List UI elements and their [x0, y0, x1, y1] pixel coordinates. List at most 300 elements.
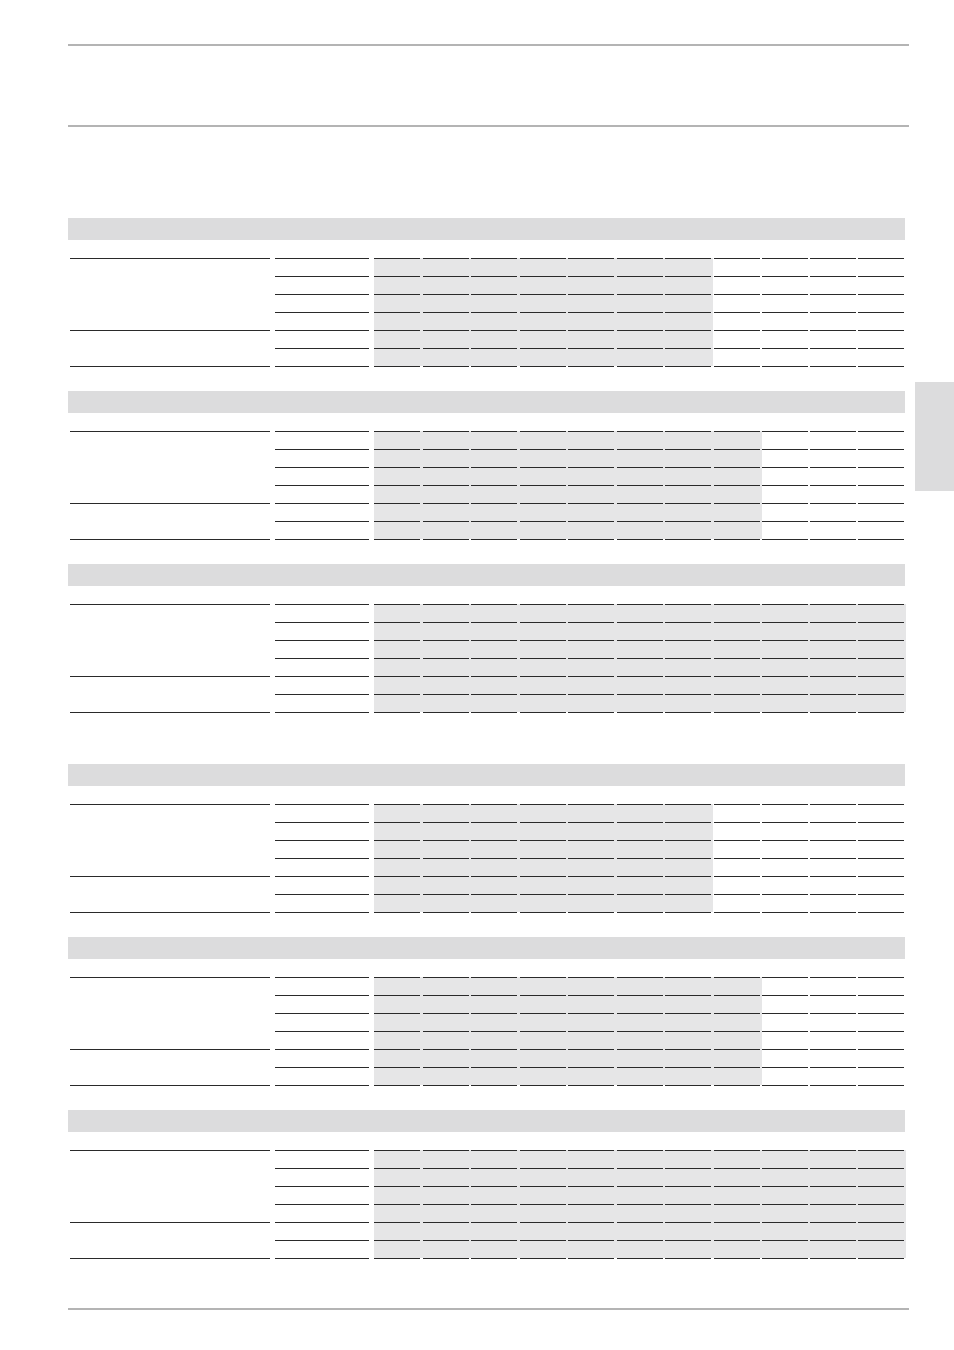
cell-line [617, 312, 663, 313]
cell-line [858, 1067, 904, 1068]
cell-line [762, 366, 808, 367]
cell-line [374, 1258, 420, 1259]
sublabel-line [275, 485, 369, 486]
cell-line [374, 1049, 420, 1050]
cell-line [423, 1222, 469, 1223]
table-3 [68, 564, 906, 716]
cell-line [617, 1085, 663, 1086]
cell-line [520, 1013, 566, 1014]
label-line [70, 258, 270, 259]
cell-line [762, 995, 808, 996]
label-line [70, 676, 270, 677]
sublabel-line [275, 503, 369, 504]
cell-line [810, 366, 856, 367]
cell-line [423, 258, 469, 259]
cell-line [520, 858, 566, 859]
cell-line [374, 1222, 420, 1223]
label-line [70, 539, 270, 540]
cell-line [665, 604, 711, 605]
cell-line [858, 1204, 904, 1205]
cell-line [762, 348, 808, 349]
cell-line [858, 348, 904, 349]
cell-line [858, 366, 904, 367]
cell-line [374, 858, 420, 859]
cell-line [617, 1168, 663, 1169]
cell-line [520, 503, 566, 504]
sublabel-line [275, 1150, 369, 1151]
table-header-bar [68, 1110, 905, 1132]
cell-line [520, 521, 566, 522]
cell-line [810, 1258, 856, 1259]
cell-line [617, 658, 663, 659]
cell-line [810, 1204, 856, 1205]
cell-line [858, 1085, 904, 1086]
cell-line [617, 1031, 663, 1032]
cell-line [858, 640, 904, 641]
cell-line [374, 1186, 420, 1187]
cell-line [423, 1049, 469, 1050]
table-1 [68, 218, 906, 370]
cell-line [471, 348, 517, 349]
cell-line [858, 521, 904, 522]
cell-line [471, 712, 517, 713]
cell-line [471, 840, 517, 841]
cell-line [423, 858, 469, 859]
cell-line [568, 431, 614, 432]
cell-line [858, 1150, 904, 1151]
cell-line [617, 694, 663, 695]
label-line [70, 804, 270, 805]
cell-line [810, 276, 856, 277]
side-tab [915, 382, 954, 491]
cell-line [858, 804, 904, 805]
sublabel-line [275, 294, 369, 295]
cell-line [471, 876, 517, 877]
cell-line [374, 1031, 420, 1032]
label-line [70, 1085, 270, 1086]
cell-line [471, 894, 517, 895]
label-line [70, 1049, 270, 1050]
cell-line [471, 995, 517, 996]
cell-line [568, 676, 614, 677]
cell-line [471, 858, 517, 859]
cell-line [374, 330, 420, 331]
sublabel-line [275, 449, 369, 450]
cell-line [568, 1222, 614, 1223]
cell-line [423, 366, 469, 367]
cell-line [520, 330, 566, 331]
cell-line [520, 366, 566, 367]
cell-line [568, 276, 614, 277]
label-line [70, 876, 270, 877]
cell-line [568, 876, 614, 877]
cell-line [520, 1085, 566, 1086]
cell-line [810, 876, 856, 877]
cell-line [665, 467, 711, 468]
cell-line [762, 431, 808, 432]
cell-line [810, 485, 856, 486]
cell-line [520, 1067, 566, 1068]
cell-line [568, 912, 614, 913]
cell-line [762, 622, 808, 623]
cell-line [471, 485, 517, 486]
sublabel-line [275, 431, 369, 432]
cell-line [423, 1085, 469, 1086]
cell-line [568, 366, 614, 367]
cell-line [665, 330, 711, 331]
cell-line [520, 1049, 566, 1050]
cell-line [520, 995, 566, 996]
cell-line [714, 977, 760, 978]
sublabel-line [275, 1240, 369, 1241]
cell-line [617, 1186, 663, 1187]
cell-line [423, 840, 469, 841]
cell-line [520, 539, 566, 540]
cell-line [665, 977, 711, 978]
cell-line [810, 294, 856, 295]
cell-line [568, 539, 614, 540]
cell-line [714, 1222, 760, 1223]
cell-line [568, 312, 614, 313]
cell-line [568, 1258, 614, 1259]
cell-line [471, 604, 517, 605]
cell-line [810, 1013, 856, 1014]
sublabel-line [275, 894, 369, 895]
table-4 [68, 764, 906, 916]
cell-line [471, 503, 517, 504]
cell-line [471, 521, 517, 522]
cell-line [520, 1150, 566, 1151]
cell-line [858, 1258, 904, 1259]
cell-line [665, 431, 711, 432]
cell-line [858, 449, 904, 450]
cell-line [568, 658, 614, 659]
cell-line [423, 912, 469, 913]
cell-line [762, 604, 808, 605]
sublabel-line [275, 822, 369, 823]
cell-line [568, 804, 614, 805]
cell-line [714, 431, 760, 432]
cell-line [520, 876, 566, 877]
cell-line [858, 1240, 904, 1241]
cell-line [858, 694, 904, 695]
cell-line [617, 858, 663, 859]
cell-line [374, 1240, 420, 1241]
cell-line [714, 694, 760, 695]
sublabel-line [275, 467, 369, 468]
cell-line [374, 1204, 420, 1205]
cell-line [714, 804, 760, 805]
cell-line [858, 467, 904, 468]
cell-line [810, 503, 856, 504]
cell-line [762, 312, 808, 313]
cell-line [568, 712, 614, 713]
cell-line [858, 977, 904, 978]
cell-line [665, 521, 711, 522]
cell-line [858, 1049, 904, 1050]
cell-line [810, 822, 856, 823]
sublabel-line [275, 366, 369, 367]
cell-line [374, 1150, 420, 1151]
cell-line [520, 658, 566, 659]
table-5 [68, 937, 906, 1089]
sublabel-line [275, 1013, 369, 1014]
sublabel-line [275, 1067, 369, 1068]
table-6 [68, 1110, 906, 1262]
cell-line [714, 894, 760, 895]
cell-line [520, 822, 566, 823]
cell-line [423, 539, 469, 540]
cell-line [617, 258, 663, 259]
table-header-bar [68, 937, 905, 959]
cell-line [471, 294, 517, 295]
cell-line [568, 822, 614, 823]
cell-line [858, 294, 904, 295]
cell-line [617, 894, 663, 895]
cell-line [858, 1013, 904, 1014]
cell-line [714, 876, 760, 877]
cell-line [520, 294, 566, 295]
cell-line [520, 276, 566, 277]
cell-line [520, 348, 566, 349]
cell-line [374, 876, 420, 877]
cell-line [714, 658, 760, 659]
cell-line [714, 348, 760, 349]
cell-line [714, 912, 760, 913]
cell-line [520, 912, 566, 913]
cell-line [810, 858, 856, 859]
cell-line [617, 712, 663, 713]
cell-line [810, 712, 856, 713]
cell-line [520, 694, 566, 695]
cell-line [714, 622, 760, 623]
cell-line [520, 676, 566, 677]
cell-line [568, 449, 614, 450]
cell-line [471, 1240, 517, 1241]
cell-line [665, 1168, 711, 1169]
cell-line [617, 1150, 663, 1151]
cell-line [665, 503, 711, 504]
cell-line [471, 539, 517, 540]
sublabel-line [275, 977, 369, 978]
cell-line [714, 366, 760, 367]
cell-line [762, 694, 808, 695]
cell-line [665, 912, 711, 913]
cell-line [762, 467, 808, 468]
cell-line [423, 276, 469, 277]
sublabel-line [275, 1049, 369, 1050]
cell-line [471, 1013, 517, 1014]
cell-line [374, 503, 420, 504]
cell-line [858, 431, 904, 432]
cell-line [423, 503, 469, 504]
sublabel-line [275, 712, 369, 713]
sublabel-line [275, 995, 369, 996]
cell-line [520, 640, 566, 641]
cell-line [520, 622, 566, 623]
cell-line [714, 1013, 760, 1014]
cell-line [810, 348, 856, 349]
cell-line [617, 876, 663, 877]
cell-line [374, 521, 420, 522]
cell-line [714, 539, 760, 540]
cell-line [810, 330, 856, 331]
cell-line [423, 431, 469, 432]
cell-line [714, 822, 760, 823]
cell-line [423, 485, 469, 486]
cell-line [665, 822, 711, 823]
cell-line [714, 1204, 760, 1205]
cell-line [471, 658, 517, 659]
cell-line [858, 822, 904, 823]
cell-line [665, 1085, 711, 1086]
cell-line [665, 622, 711, 623]
cell-line [374, 658, 420, 659]
cell-line [858, 894, 904, 895]
cell-line [810, 640, 856, 641]
cell-line [374, 822, 420, 823]
cell-line [714, 276, 760, 277]
cell-line [665, 258, 711, 259]
label-line [70, 1150, 270, 1151]
cell-line [520, 840, 566, 841]
top-rule-1 [68, 44, 909, 46]
cell-line [471, 822, 517, 823]
sublabel-line [275, 876, 369, 877]
cell-line [858, 676, 904, 677]
cell-line [858, 312, 904, 313]
cell-line [762, 1240, 808, 1241]
cell-line [810, 1240, 856, 1241]
cell-line [714, 1085, 760, 1086]
cell-line [471, 1186, 517, 1187]
cell-line [568, 348, 614, 349]
cell-line [568, 1150, 614, 1151]
cell-line [374, 676, 420, 677]
cell-line [423, 348, 469, 349]
cell-line [617, 840, 663, 841]
cell-line [568, 622, 614, 623]
cell-line [568, 840, 614, 841]
cell-line [858, 1186, 904, 1187]
cell-line [665, 995, 711, 996]
cell-line [520, 804, 566, 805]
cell-line [665, 1049, 711, 1050]
table-header-bar [68, 218, 905, 240]
cell-line [471, 912, 517, 913]
cell-line [374, 539, 420, 540]
cell-line [762, 822, 808, 823]
cell-line [810, 977, 856, 978]
label-line [70, 712, 270, 713]
cell-line [665, 1204, 711, 1205]
cell-line [520, 1186, 566, 1187]
cell-line [762, 804, 808, 805]
cell-line [423, 604, 469, 605]
cell-line [423, 640, 469, 641]
cell-line [714, 258, 760, 259]
cell-line [374, 640, 420, 641]
cell-line [858, 258, 904, 259]
cell-line [617, 467, 663, 468]
sublabel-line [275, 258, 369, 259]
cell-line [665, 694, 711, 695]
cell-line [423, 977, 469, 978]
cell-line [810, 1150, 856, 1151]
cell-line [714, 1186, 760, 1187]
cell-line [810, 1186, 856, 1187]
cell-line [374, 258, 420, 259]
cell-line [617, 294, 663, 295]
sublabel-line [275, 1222, 369, 1223]
cell-line [617, 995, 663, 996]
cell-line [810, 840, 856, 841]
cell-line [374, 485, 420, 486]
cell-line [374, 977, 420, 978]
cell-line [374, 366, 420, 367]
cell-line [858, 276, 904, 277]
cell-line [374, 1067, 420, 1068]
cell-line [423, 1067, 469, 1068]
cell-line [858, 503, 904, 504]
cell-line [568, 1204, 614, 1205]
cell-line [423, 330, 469, 331]
label-line [70, 912, 270, 913]
cell-line [714, 676, 760, 677]
cell-line [568, 977, 614, 978]
cell-line [858, 622, 904, 623]
cell-line [665, 840, 711, 841]
cell-line [617, 1222, 663, 1223]
sublabel-line [275, 1204, 369, 1205]
cell-line [568, 1013, 614, 1014]
cell-line [520, 604, 566, 605]
cell-line [423, 294, 469, 295]
table-header-bar [68, 391, 905, 413]
cell-line [471, 449, 517, 450]
sublabel-line [275, 622, 369, 623]
label-line [70, 330, 270, 331]
sublabel-line [275, 1031, 369, 1032]
cell-line [714, 449, 760, 450]
cell-line [665, 1067, 711, 1068]
cell-line [374, 348, 420, 349]
cell-line [665, 876, 711, 877]
cell-line [810, 431, 856, 432]
cell-line [423, 712, 469, 713]
cell-line [374, 694, 420, 695]
cell-line [762, 1049, 808, 1050]
cell-line [665, 1222, 711, 1223]
cell-line [423, 1186, 469, 1187]
cell-line [810, 1031, 856, 1032]
cell-line [665, 858, 711, 859]
cell-line [374, 712, 420, 713]
cell-line [471, 1258, 517, 1259]
cell-line [617, 276, 663, 277]
cell-line [858, 604, 904, 605]
cell-line [762, 449, 808, 450]
cell-line [617, 366, 663, 367]
cell-line [471, 276, 517, 277]
sublabel-line [275, 312, 369, 313]
cell-line [568, 858, 614, 859]
sublabel-line [275, 676, 369, 677]
cell-line [617, 676, 663, 677]
cell-line [858, 658, 904, 659]
sublabel-line [275, 658, 369, 659]
cell-line [520, 712, 566, 713]
